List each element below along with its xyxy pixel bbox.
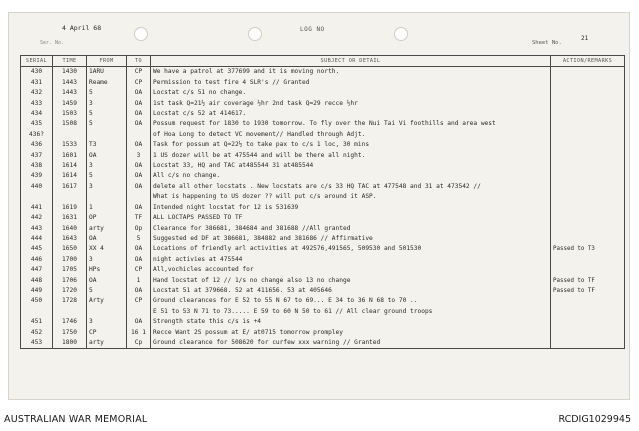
cell-action: [551, 203, 625, 213]
table-row: [21, 307, 625, 317]
cell-detail: of Hoa Long to detect VC movement// Handled through Adjt.: [151, 130, 551, 140]
cell-detail: Recce Want 2S possum at E/ at0715 tomorrow prompley: [151, 328, 551, 338]
table-row: [21, 255, 625, 265]
cell-from: [87, 192, 127, 202]
cell-action: [551, 119, 625, 129]
cell-action: Passed to TF: [551, 286, 625, 296]
table-row: [21, 78, 625, 88]
sheet-number: 21: [581, 35, 589, 42]
cell-action: [551, 265, 625, 275]
cell-to: 3: [127, 151, 151, 161]
cell-action: [551, 151, 625, 161]
archive-reference-id: RCDIG1029945: [558, 414, 631, 425]
cell-detail: Clearance for 386681, 384684 and 381688 //All granted: [151, 224, 551, 234]
cell-to: 5: [127, 234, 151, 244]
cell-to: CP: [127, 78, 151, 88]
cell-time: 1443: [53, 88, 87, 98]
cell-action: [551, 161, 625, 171]
cell-time: 1728: [53, 296, 87, 306]
cell-to: OA: [127, 99, 151, 109]
cell-serial: 432: [21, 88, 53, 98]
table-row: [21, 203, 625, 213]
cell-time: 1503: [53, 109, 87, 119]
table-row: [21, 171, 625, 181]
cell-serial: 437: [21, 151, 53, 161]
cell-serial: 441: [21, 203, 53, 213]
cell-from: OA: [87, 234, 127, 244]
cell-action: [551, 192, 625, 202]
cell-action: [551, 224, 625, 234]
table-row: [21, 224, 625, 234]
cell-time: 1459: [53, 99, 87, 109]
cell-serial: 446: [21, 255, 53, 265]
table-row: [21, 151, 625, 161]
cell-time: 1631: [53, 213, 87, 223]
cell-to: Op: [127, 224, 151, 234]
punch-hole: [394, 27, 408, 41]
cell-detail: delete all other locstats . New locstats are c/s 33 HQ TAC at 477548 and 31 at 473542 //: [151, 182, 551, 192]
table-row: [21, 296, 625, 306]
cell-time: [53, 130, 87, 140]
table-row: [21, 109, 625, 119]
cell-detail: Locstat c/s 52 at 414617.: [151, 109, 551, 119]
cell-time: 1533: [53, 140, 87, 150]
cell-to: 16 1: [127, 328, 151, 338]
cell-action: [551, 140, 625, 150]
cell-detail: Possum request for 1830 to 1930 tomorrow. To fly over the Nui Tai Vi foothills and area west: [151, 119, 551, 129]
cell-detail: E 51 to 53 N 71 to 73..... E 59 to 60 N 50 to 61 // All clear ground troops: [151, 307, 551, 317]
cell-from: arty: [87, 338, 127, 349]
cell-serial: 436: [21, 140, 53, 150]
cell-time: 1800: [53, 338, 87, 349]
cell-serial: 451: [21, 317, 53, 327]
cell-action: [551, 171, 625, 181]
cell-from: 3: [87, 255, 127, 265]
cell-serial: 443: [21, 224, 53, 234]
cell-to: OA: [127, 182, 151, 192]
cell-time: 1601: [53, 151, 87, 161]
cell-to: Cp: [127, 338, 151, 349]
cell-to: OA: [127, 286, 151, 296]
cell-serial: 440: [21, 182, 53, 192]
log-date: 4 April 68: [62, 24, 102, 32]
cell-from: XX 4: [87, 244, 127, 254]
cell-time: [53, 192, 87, 202]
table-row: [21, 140, 625, 150]
cell-action: [551, 338, 625, 349]
cell-to: CP: [127, 296, 151, 306]
table-row: [21, 130, 625, 140]
table-row: [21, 265, 625, 275]
punch-hole: [248, 27, 262, 41]
column-header-detail: SUBJECT OR DETAIL: [151, 56, 551, 67]
cell-from: OA: [87, 151, 127, 161]
cell-serial: 447: [21, 265, 53, 275]
cell-action: [551, 328, 625, 338]
cell-detail: Locstat 51 at 379668. 52 at 411656. 53 at 405646: [151, 286, 551, 296]
log-table: [20, 55, 625, 349]
column-header-from: FROM: [87, 56, 127, 67]
cell-to: [127, 192, 151, 202]
cell-detail: 1st task Q=21½ air coverage ½hr 2nd task Q=29 recce ½hr: [151, 99, 551, 109]
punch-hole: [134, 27, 148, 41]
cell-detail: Intended night locstat for 12 is 531639: [151, 203, 551, 213]
cell-to: OA: [127, 255, 151, 265]
cell-detail: Ground clearance for 508620 for curfew xxx warning // Granted: [151, 338, 551, 349]
cell-from: 3: [87, 161, 127, 171]
cell-serial: 444: [21, 234, 53, 244]
cell-to: 1: [127, 276, 151, 286]
cell-time: 1508: [53, 119, 87, 129]
cell-from: 5: [87, 119, 127, 129]
cell-from: OA: [87, 276, 127, 286]
cell-serial: 431: [21, 78, 53, 88]
cell-detail: Locations of friendly arl activities at 492576,491565, 509530 and 501530: [151, 244, 551, 254]
cell-to: OA: [127, 119, 151, 129]
cell-from: OP: [87, 213, 127, 223]
cell-action: [551, 255, 625, 265]
cell-from: 1ARU: [87, 67, 127, 78]
cell-from: [87, 130, 127, 140]
cell-serial: 442: [21, 213, 53, 223]
table-row: [21, 328, 625, 338]
cell-to: OA: [127, 317, 151, 327]
cell-to: [127, 130, 151, 140]
cell-action: [551, 213, 625, 223]
cell-from: 1: [87, 203, 127, 213]
cell-from: CP: [87, 328, 127, 338]
cell-to: CP: [127, 265, 151, 275]
cell-from: T3: [87, 140, 127, 150]
table-row: [21, 192, 625, 202]
cell-to: OA: [127, 171, 151, 181]
table-row: [21, 99, 625, 109]
cell-from: HPs: [87, 265, 127, 275]
table-row: [21, 338, 625, 349]
cell-action: Passed to T3: [551, 244, 625, 254]
table-row: [21, 213, 625, 223]
cell-time: 1617: [53, 182, 87, 192]
cell-from: 3: [87, 317, 127, 327]
cell-time: 1700: [53, 255, 87, 265]
cell-to: OA: [127, 109, 151, 119]
cell-to: [127, 307, 151, 317]
cell-detail: Task for possum at Q=22½ to take pax to c/s 1 loc, 30 mins: [151, 140, 551, 150]
cell-time: 1430: [53, 67, 87, 78]
cell-time: 1750: [53, 328, 87, 338]
cell-time: 1705: [53, 265, 87, 275]
cell-action: [551, 296, 625, 306]
table-row: [21, 88, 625, 98]
cell-from: Arty: [87, 296, 127, 306]
cell-time: 1619: [53, 203, 87, 213]
cell-serial: 452: [21, 328, 53, 338]
column-header-time: TIME: [53, 56, 87, 67]
table-row: [21, 234, 625, 244]
cell-serial: 439: [21, 171, 53, 181]
table-row: [21, 182, 625, 192]
column-header-action: ACTION/REMARKS: [551, 56, 625, 67]
cell-action: [551, 234, 625, 244]
cell-from: 5: [87, 171, 127, 181]
log-entries: [21, 67, 625, 349]
cell-serial: [21, 192, 53, 202]
cell-action: [551, 307, 625, 317]
cell-to: OA: [127, 203, 151, 213]
cell-action: [551, 109, 625, 119]
cell-serial: 434: [21, 109, 53, 119]
cell-detail: Strength state this c/s is +4: [151, 317, 551, 327]
serial-number-label: Ser. No.: [40, 40, 65, 46]
cell-time: [53, 307, 87, 317]
cell-to: OA: [127, 161, 151, 171]
cell-detail: Permission to test fire 4 SLR's // Granted: [151, 78, 551, 88]
cell-serial: 445: [21, 244, 53, 254]
cell-action: [551, 88, 625, 98]
cell-serial: 435: [21, 119, 53, 129]
cell-serial: 433: [21, 99, 53, 109]
cell-detail: Suggested ed DF at 386681, 384882 and 381686 // Affirmative: [151, 234, 551, 244]
table-row: [21, 119, 625, 129]
cell-action: [551, 130, 625, 140]
cell-action: Passed to TF: [551, 276, 625, 286]
cell-detail: 1 US dozer will be at 475544 and will be there all night.: [151, 151, 551, 161]
cell-time: 1443: [53, 78, 87, 88]
cell-to: TF: [127, 213, 151, 223]
cell-detail: We have a patrol at 377699 and it is moving north.: [151, 67, 551, 78]
table-header-row: [21, 56, 625, 67]
cell-action: [551, 67, 625, 78]
cell-serial: 450: [21, 296, 53, 306]
cell-detail: Locstat c/s 51 no change.: [151, 88, 551, 98]
cell-action: [551, 317, 625, 327]
cell-from: 3: [87, 182, 127, 192]
cell-time: 1643: [53, 234, 87, 244]
cell-serial: 453: [21, 338, 53, 349]
table-row: [21, 67, 625, 78]
cell-detail: ALL LOCTAPS PASSED TO TF: [151, 213, 551, 223]
archive-credit: AUSTRALIAN WAR MEMORIAL: [4, 414, 148, 425]
cell-from: arty: [87, 224, 127, 234]
cell-serial: 448: [21, 276, 53, 286]
cell-from: 5: [87, 286, 127, 296]
cell-detail: All c/s no change.: [151, 171, 551, 181]
cell-to: CP: [127, 67, 151, 78]
cell-detail: Ground clearances for E 52 to 55 N 67 to 69... E 34 to 36 N 68 to 70 ..: [151, 296, 551, 306]
table-row: [21, 286, 625, 296]
table-row: [21, 276, 625, 286]
cell-detail: What is happening to US dozer ?? will put c/s around it ASP.: [151, 192, 551, 202]
cell-from: 5: [87, 109, 127, 119]
cell-action: [551, 182, 625, 192]
column-header-to: TO: [127, 56, 151, 67]
cell-time: 1614: [53, 171, 87, 181]
cell-from: 5: [87, 88, 127, 98]
log-title: LOG NO: [300, 26, 325, 33]
cell-time: 1706: [53, 276, 87, 286]
cell-to: OA: [127, 244, 151, 254]
cell-time: 1650: [53, 244, 87, 254]
cell-serial: 436?: [21, 130, 53, 140]
cell-detail: Locstat 33, HQ and TAC at485544 31 at485544: [151, 161, 551, 171]
cell-serial: 438: [21, 161, 53, 171]
table-row: [21, 244, 625, 254]
table-row: [21, 317, 625, 327]
cell-detail: night activies at 475544: [151, 255, 551, 265]
cell-to: OA: [127, 140, 151, 150]
cell-time: 1720: [53, 286, 87, 296]
cell-serial: 449: [21, 286, 53, 296]
cell-time: 1640: [53, 224, 87, 234]
cell-from: [87, 307, 127, 317]
cell-to: OA: [127, 88, 151, 98]
cell-serial: [21, 307, 53, 317]
cell-action: [551, 78, 625, 88]
cell-detail: All,vochicles accounted for: [151, 265, 551, 275]
cell-time: 1614: [53, 161, 87, 171]
cell-from: 3: [87, 99, 127, 109]
cell-action: [551, 99, 625, 109]
cell-detail: Hand locstat of 12 // 1/s no change also 13 no change: [151, 276, 551, 286]
cell-from: Reame: [87, 78, 127, 88]
sheet-number-label: Sheet No.: [532, 40, 562, 46]
table-row: [21, 161, 625, 171]
column-header-serial: SERIAL: [21, 56, 53, 67]
cell-serial: 430: [21, 67, 53, 78]
cell-time: 1746: [53, 317, 87, 327]
